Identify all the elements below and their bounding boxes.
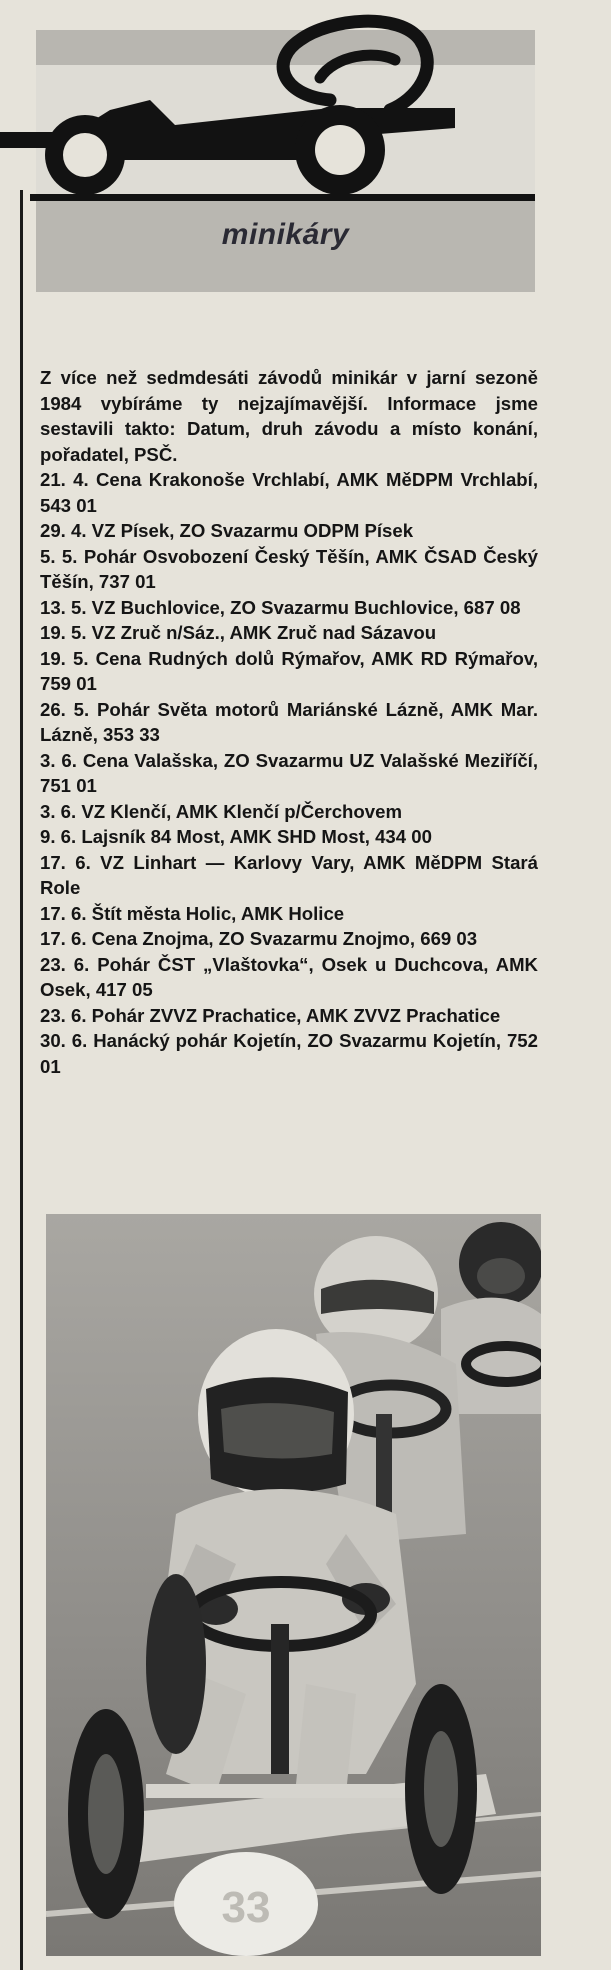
race-entry: 13. 5. VZ Buchlovice, ZO Svazarmu Buchlovice, 687 08 (40, 596, 521, 618)
race-entry: 3. 6. Cena Valašska, ZO Svazarmu UZ Valašské Meziříčí, 751 01 (40, 749, 538, 796)
race-entry: 30. 6. Hanácký pohár Kojetín, ZO Svazarmu Kojetín, 752 01 (40, 1030, 538, 1077)
article-body (40, 365, 538, 1079)
race-entry: 23. 6. Pohár ZVVZ Prachatice, AMK ZVVZ Prachatice (40, 1004, 501, 1026)
race-entry: 17. 6. VZ Linhart — Karlovy Vary, AMK MěDPM Stará Role (40, 851, 538, 898)
race-entry: 19. 5. Cena Rudných dolů Rýmařov, AMK RD Rýmařov, 759 01 (40, 647, 538, 694)
column-rule (20, 190, 23, 1970)
race-entry: 9. 6. Lajsník 84 Most, AMK SHD Most, 434 00 (40, 826, 432, 847)
kart-number: 33 (221, 1883, 271, 1932)
minikart-race-photo (46, 1214, 541, 1956)
race-entry: 5. 5. Pohár Osvobození Český Těšín, AMK ČSAD Český Těšín, 737 01 (40, 545, 538, 592)
race-entry: 17. 6. Cena Znojma, ZO Svazarmu Znojmo, 669 03 (40, 928, 478, 949)
section-title: minikáry (221, 218, 350, 251)
race-entry: 19. 5. VZ Zruč n/Sáz., AMK Zruč nad Sázavou (40, 622, 437, 643)
kart-photo-illustration (46, 1214, 541, 1956)
race-entry: 26. 5. Pohár Světa motorů Mariánské Lázně, AMK Mar. Lázně, 353 33 (40, 698, 538, 745)
race-entry: 17. 6. Štít města Holic, AMK Holice (40, 902, 345, 924)
race-entry: 21. 4. Cena Krakonoše Vrchlabí, AMK MěDPM Vrchlabí, 543 01 (40, 469, 538, 516)
article-intro: Z více než sedmdesáti závodů minikár v jarní sezoně 1984 vybíráme ty nejzajímavější. Informace jsme sestavili takto: Datum, druh závodu a místo konání, pořadatel, PSČ. (40, 367, 538, 465)
race-entry: 29. 4. VZ Písek, ZO Svazarmu ODPM Písek (40, 520, 414, 541)
race-entry: 23. 6. Pohár ČST „Vlaštovka“, Osek u Duchcova, AMK Osek, 417 05 (40, 953, 538, 1000)
minikart-logo-icon (0, 0, 611, 300)
race-entry: 3. 6. VZ Klenčí, AMK Klenčí p/Čerchovem (40, 800, 402, 822)
